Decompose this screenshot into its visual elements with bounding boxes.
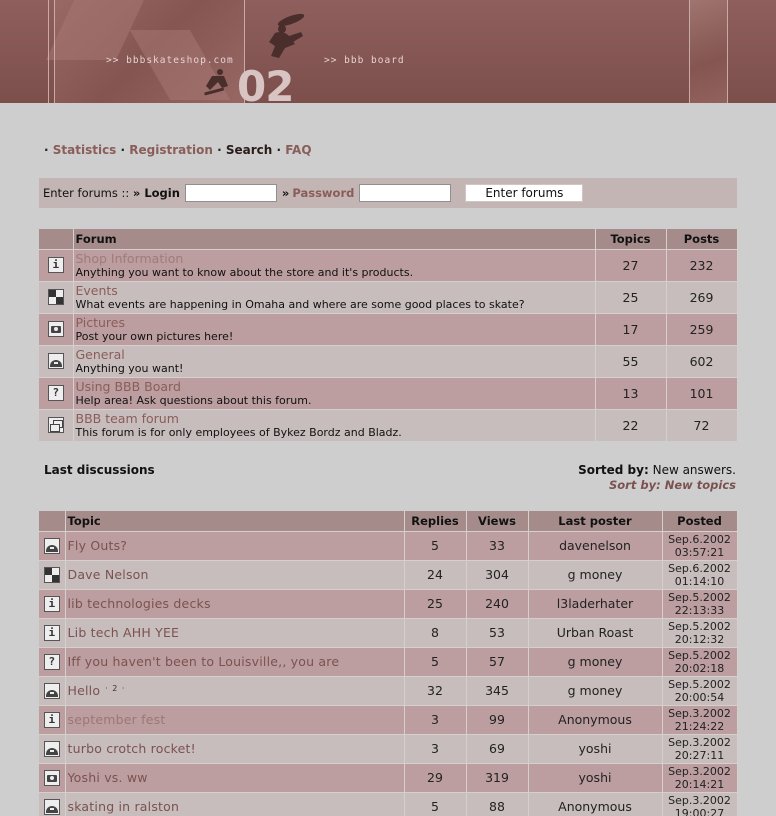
topic-icon-cell xyxy=(39,589,65,618)
sorted-by-value: New answers. xyxy=(652,463,736,477)
forum-topics-count: 55 xyxy=(595,345,666,377)
registration-link[interactable]: Registration xyxy=(129,143,213,157)
topic-posted-cell xyxy=(662,763,737,792)
topic-link[interactable]: lib technologies decks xyxy=(67,596,211,611)
topic-posted-time: 20:14:21 xyxy=(674,777,725,791)
forums-header-row xyxy=(39,229,737,249)
nav-separator: · xyxy=(120,143,126,157)
header-posted: Posted xyxy=(662,511,737,531)
header-icon-col xyxy=(39,511,65,531)
banner-link-board[interactable]: >> bbb board xyxy=(324,55,405,66)
topic-link[interactable]: Hello xyxy=(67,683,101,698)
topic-views-count: 69 xyxy=(466,734,528,763)
forum-topics-count: 22 xyxy=(595,409,666,441)
topic-cell xyxy=(65,531,404,560)
window-icon xyxy=(48,417,64,433)
topic-posted-date: Sep.5.2002 xyxy=(668,677,731,691)
forum-link[interactable]: Using BBB Board xyxy=(75,378,181,394)
sort-controls xyxy=(578,463,736,492)
topic-views-count: 99 xyxy=(466,705,528,734)
topic-posted-date: Sep.3.2002 xyxy=(668,706,731,720)
topic-views-count: 304 xyxy=(466,560,528,589)
topic-icon-cell xyxy=(39,618,65,647)
forum-topics-count: 25 xyxy=(595,281,666,313)
statistics-link[interactable]: Statistics xyxy=(52,143,117,157)
banner-divider xyxy=(689,0,690,103)
topic-posted-time: 03:57:21 xyxy=(674,545,725,559)
forum-link[interactable]: General xyxy=(75,346,125,362)
topic-views-count: 53 xyxy=(466,618,528,647)
topic-icon-cell xyxy=(39,676,65,705)
topic-icon-cell xyxy=(39,531,65,560)
forum-row xyxy=(39,377,737,409)
topic-views-count: 33 xyxy=(466,531,528,560)
header-topics: Topics xyxy=(595,229,666,249)
general-icon xyxy=(44,799,60,815)
topic-link[interactable]: Lib tech AHH YEE xyxy=(67,625,180,640)
topic-posted-date: Sep.6.2002 xyxy=(668,532,731,546)
general-icon xyxy=(44,683,60,699)
login-prefix: Enter forums :: xyxy=(43,186,133,200)
forum-icon-cell xyxy=(39,313,73,345)
forum-cell xyxy=(73,345,595,377)
forum-description: Anything you want to know about the store and it's products. xyxy=(75,265,414,279)
topic-posted-cell xyxy=(662,734,737,763)
banner-divider xyxy=(54,0,55,103)
forum-cell xyxy=(73,377,595,409)
forum-row xyxy=(39,249,737,281)
topic-cell xyxy=(65,676,404,705)
topics-table xyxy=(39,511,738,816)
info-icon: i xyxy=(48,257,64,273)
forum-description: This forum is for only employees of Bykez Bordz and Bladz. xyxy=(75,425,402,439)
forum-posts-count: 259 xyxy=(666,313,737,345)
topic-icon-cell xyxy=(39,734,65,763)
password-arrow: » xyxy=(281,186,290,200)
password-label: Password xyxy=(292,186,355,200)
topic-last-poster[interactable]: yoshi xyxy=(528,734,662,763)
topic-row xyxy=(39,792,737,816)
topic-cell xyxy=(65,589,404,618)
topic-replies-count: 5 xyxy=(404,647,466,676)
forum-posts-count: 101 xyxy=(666,377,737,409)
alt-sort-value[interactable]: New topics xyxy=(664,478,736,492)
topic-posted-time: 20:12:32 xyxy=(674,632,725,646)
header-last-poster: Last poster xyxy=(528,511,662,531)
top-nav-links xyxy=(44,143,312,157)
topic-link[interactable]: turbo crotch rocket! xyxy=(67,741,196,756)
sort-by-new-topics-link[interactable] xyxy=(578,478,736,492)
general-icon xyxy=(48,353,64,369)
header-views: Views xyxy=(466,511,528,531)
skater-small-silhouette xyxy=(202,66,234,96)
topic-replies-count: 3 xyxy=(404,734,466,763)
alt-sort-label: Sort by: xyxy=(609,478,661,492)
topic-replies-count: 24 xyxy=(404,560,466,589)
topic-posted-date: Sep.3.2002 xyxy=(668,764,731,778)
forum-link[interactable]: Events xyxy=(75,282,118,298)
forum-icon-cell xyxy=(39,377,73,409)
general-icon xyxy=(44,741,60,757)
topic-link[interactable]: Yoshi vs. ww xyxy=(67,770,148,785)
header-forum: Forum xyxy=(73,229,595,249)
camera-icon xyxy=(44,770,60,786)
topic-link[interactable]: Dave Nelson xyxy=(67,567,149,582)
forum-row xyxy=(39,313,737,345)
topic-row xyxy=(39,531,737,560)
topic-link[interactable]: Fly Outs? xyxy=(67,538,128,553)
forum-cell xyxy=(73,409,595,441)
last-discussions-title: Last discussions xyxy=(44,463,155,477)
topic-icon-cell xyxy=(39,792,65,816)
forum-link[interactable]: BBB team forum xyxy=(75,410,179,426)
topic-cell xyxy=(65,618,404,647)
question-icon: ? xyxy=(44,654,60,670)
forum-link[interactable]: Pictures xyxy=(75,314,125,330)
forum-link[interactable]: Shop Information xyxy=(75,250,184,266)
topic-posted-time: 20:00:54 xyxy=(674,690,725,704)
forum-icon-cell xyxy=(39,409,73,441)
topic-icon-cell xyxy=(39,763,65,792)
password-input[interactable] xyxy=(359,184,451,202)
forums-table xyxy=(39,229,738,441)
topic-icon-cell xyxy=(39,647,65,676)
info-icon: i xyxy=(44,596,60,612)
topic-icon-cell xyxy=(39,560,65,589)
forum-topics-count: 27 xyxy=(595,249,666,281)
header-banner xyxy=(0,0,776,103)
nav-separator: · xyxy=(276,143,282,157)
topic-replies-count: 3 xyxy=(404,705,466,734)
topic-last-poster[interactable]: Anonymous xyxy=(528,705,662,734)
forum-topics-count: 17 xyxy=(595,313,666,345)
forum-row xyxy=(39,281,737,313)
topic-row xyxy=(39,647,737,676)
forum-description: Help area! Ask questions about this forum. xyxy=(75,393,312,407)
topic-posted-time: 20:27:11 xyxy=(674,748,725,762)
forum-icon-cell xyxy=(39,345,73,377)
forum-cell xyxy=(73,249,595,281)
topic-link[interactable]: skating in ralston xyxy=(67,799,180,815)
banner-link-shop[interactable]: >> bbbskateshop.com xyxy=(106,55,234,66)
topic-row xyxy=(39,589,737,618)
enter-forums-button[interactable]: Enter forums xyxy=(465,184,583,202)
topic-posted-cell xyxy=(662,589,737,618)
forum-description: Post your own pictures here! xyxy=(75,329,234,343)
topic-cell xyxy=(65,763,404,792)
topic-row xyxy=(39,763,737,792)
forum-description: What events are happening in Omaha and where are some good places to skate? xyxy=(75,297,525,311)
info-icon: i xyxy=(44,712,60,728)
topic-posted-cell xyxy=(662,792,737,816)
forum-row xyxy=(39,409,737,441)
topic-posted-date: Sep.3.2002 xyxy=(668,735,731,749)
forum-cell xyxy=(73,313,595,345)
question-icon: ? xyxy=(48,385,64,401)
topic-posted-cell xyxy=(662,618,737,647)
skater-silhouette-logo xyxy=(255,8,315,63)
topic-last-poster[interactable]: l3laderhater xyxy=(528,589,662,618)
topic-posted-time: 22:13:33 xyxy=(674,603,725,617)
forum-posts-count: 72 xyxy=(666,409,737,441)
topic-posted-cell xyxy=(662,705,737,734)
topic-posted-date: Sep.5.2002 xyxy=(668,619,731,633)
checker-icon xyxy=(44,567,60,583)
topic-replies-count: 25 xyxy=(404,589,466,618)
topic-icon-cell xyxy=(39,705,65,734)
header-topic: Topic xyxy=(65,511,404,531)
forum-row xyxy=(39,345,737,377)
topics-header-row xyxy=(39,511,737,531)
sorted-by-label: Sorted by: xyxy=(578,463,649,477)
forum-posts-count: 269 xyxy=(666,281,737,313)
topic-row xyxy=(39,705,737,734)
camera-icon xyxy=(48,321,64,337)
info-icon: i xyxy=(44,625,60,641)
topic-posted-date: Sep.6.2002 xyxy=(668,561,731,575)
login-label: Login xyxy=(144,186,180,200)
topic-replies-count: 32 xyxy=(404,676,466,705)
forum-topics-count: 13 xyxy=(595,377,666,409)
topic-posted-cell xyxy=(662,647,737,676)
forum-posts-count: 232 xyxy=(666,249,737,281)
topic-cell xyxy=(65,705,404,734)
topic-last-poster[interactable]: davenelson xyxy=(528,531,662,560)
banner-divider xyxy=(727,0,728,103)
general-icon xyxy=(44,538,60,554)
topic-views-count: 240 xyxy=(466,589,528,618)
forum-description: Anything you want! xyxy=(75,361,184,375)
search-link[interactable]: Search xyxy=(225,143,273,157)
nav-separator: · xyxy=(217,143,222,157)
banner-divider xyxy=(48,0,49,103)
topic-last-poster[interactable]: yoshi xyxy=(528,763,662,792)
topic-link[interactable]: Iff you haven't been to Louisville,, you are xyxy=(67,654,340,669)
banner-graphic-panel-right xyxy=(690,0,727,103)
topic-pages-link[interactable]: · 2 · xyxy=(105,684,126,693)
header-posts: Posts xyxy=(666,229,737,249)
topic-posted-cell xyxy=(662,676,737,705)
topic-cell xyxy=(65,792,404,816)
login-input[interactable] xyxy=(185,184,277,202)
login-bar xyxy=(39,178,737,208)
forum-cell xyxy=(73,281,595,313)
topic-posted-cell xyxy=(662,560,737,589)
topic-posted-date: Sep.5.2002 xyxy=(668,648,731,662)
topic-views-count: 88 xyxy=(466,792,528,816)
topic-replies-count: 5 xyxy=(404,531,466,560)
forum-icon-cell xyxy=(39,281,73,313)
topic-replies-count: 8 xyxy=(404,618,466,647)
topic-link[interactable]: september fest xyxy=(67,712,166,727)
topic-last-poster[interactable]: Urban Roast xyxy=(528,618,662,647)
topic-last-poster[interactable]: Anonymous xyxy=(528,792,662,816)
topic-row xyxy=(39,734,737,763)
topic-posted-date: Sep.3.2002 xyxy=(668,793,731,807)
faq-link[interactable]: FAQ xyxy=(285,143,312,157)
forum-icon-cell xyxy=(39,249,73,281)
topic-posted-time: 01:14:10 xyxy=(674,574,725,588)
topic-posted-time: 19:00:27 xyxy=(674,806,725,816)
forum-posts-count: 602 xyxy=(666,345,737,377)
topic-row xyxy=(39,618,737,647)
topic-row xyxy=(39,560,737,589)
topic-last-poster[interactable]: g money xyxy=(528,560,662,589)
topic-cell xyxy=(65,560,404,589)
topic-posted-cell xyxy=(662,531,737,560)
header-icon-col xyxy=(39,229,73,249)
topic-posted-date: Sep.5.2002 xyxy=(668,590,731,604)
topic-cell xyxy=(65,647,404,676)
topic-posted-time: 21:24:22 xyxy=(674,719,725,733)
checker-icon xyxy=(48,289,64,305)
topic-views-count: 57 xyxy=(466,647,528,676)
topic-views-count: 319 xyxy=(466,763,528,792)
topic-posted-time: 20:02:18 xyxy=(674,661,725,675)
topic-replies-count: 29 xyxy=(404,763,466,792)
login-arrow: » xyxy=(132,186,141,200)
nav-separator: · xyxy=(44,143,49,157)
topic-views-count: 345 xyxy=(466,676,528,705)
banner-number: 02 xyxy=(237,62,294,103)
topic-last-poster[interactable]: g money xyxy=(528,676,662,705)
topic-cell xyxy=(65,734,404,763)
topic-replies-count: 5 xyxy=(404,792,466,816)
topic-row xyxy=(39,676,737,705)
header-replies: Replies xyxy=(404,511,466,531)
topic-last-poster[interactable]: g money xyxy=(528,647,662,676)
